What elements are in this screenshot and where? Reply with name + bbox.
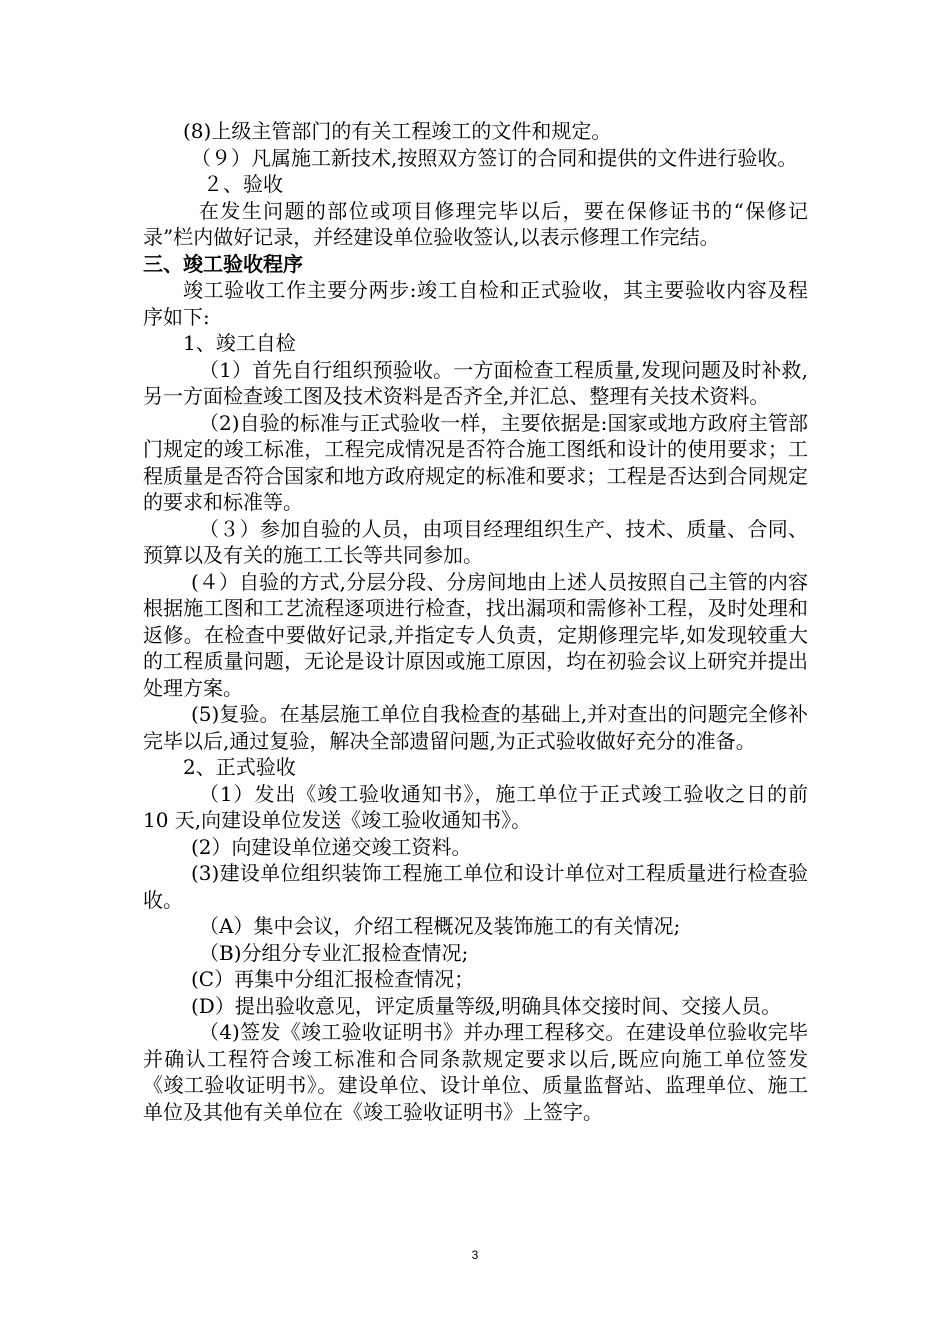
subheading: 2、正式验收 — [183, 755, 296, 779]
paragraph: (5)复验。在基层施工单位自我检查的基础上,并对查出的问题完全修补完毕以后,通过复验，解决全部遗留问题,为正式验收做好充分的准备。 — [143, 702, 808, 753]
subheading: 1、竣工自检 — [183, 331, 296, 355]
paragraph: 竣工验收工作主要分两步:竣工自检和正式验收，其主要验收内容及程序如下: — [143, 278, 808, 329]
section-heading: 三、竣工验收程序 — [143, 251, 303, 276]
paragraph: (C）再集中分组汇报检查情况； — [191, 967, 475, 991]
body-text — [143, 118, 808, 1125]
paragraph: 在发生问题的部位或项目修理完毕以后，要在保修证书的“保修记录”栏内做好记录，并经建设单位验收签认,以表示修理工作完结。 — [143, 198, 808, 249]
paragraph: （1）首先自行组织预验收。一方面检查工程质量,发现问题及时补救,另一方面检查竣工图及技术资料是否齐全,并汇总、整理有关技术资料。 — [143, 357, 808, 408]
paragraph: (3)建设单位组织装饰工程施工单位和设计单位对工程质量进行检查验收。 — [143, 861, 808, 912]
paragraph: （B)分组分专业汇报检查情况; — [199, 940, 469, 965]
paragraph: (2）向建设单位递交竣工资料。 — [191, 834, 472, 859]
paragraph: （A）集中会议，介绍工程概况及装饰施工的有关情况; — [199, 914, 681, 938]
paragraph: (8)上级主管部门的有关工程竣工的文件和规定。 — [183, 119, 612, 143]
paragraph: （９）凡属施工新技术,按照双方签订的合同和提供的文件进行验收。 — [191, 145, 798, 170]
paragraph: （1）发出《竣工验收通知书》，施工单位于正式竣工验收之日的前 10 天,向建设单位发送《竣工验收通知书》。 — [143, 781, 808, 832]
paragraph: （4)签发《竣工验收证明书》并办理工程移交。在建设单位验收完毕并确认工程符合竣工标准和合同条款规定要求以后,既应向施工单位签发《竣工验收证明书》。建设单位、设计单位、质量监督站、监理单位、施工单位及其他有关单位在《竣工验收证明书》上签字。 — [143, 1020, 808, 1124]
paragraph: （３）参加自验的人员，由项目经理组织生产、技术、质量、合同、预算以及有关的施工工长等共同参加。 — [143, 516, 808, 567]
paragraph: （2)自验的标准与正式验收一样，主要依据是:国家或地方政府主管部门规定的竣工标准，工程完成情况是否符合施工图纸和设计的使用要求；工程质量是否符合国家和地方政府规定的标准和要求；工程是否达到合同规定的要求和标准等。 — [143, 410, 808, 514]
paragraph: (D）提出验收意见，评定质量等级,明确具体交接时间、交接人员。 — [191, 993, 782, 1018]
subheading: ２、验收 — [203, 172, 283, 196]
paragraph: (４）自验的方式,分层分段、分房间地由上述人员按照自己主管的内容根据施工图和工艺流程逐项进行检查，找出漏项和需修补工程，及时处理和返修。在检查中要做好记录,并指定专人负责，定期修理完毕,如发现较重大的工程质量问题，无论是设计原因或施工原因，均在初验会议上研究并提出处理方案。 — [143, 569, 808, 700]
page-number: 3 — [471, 1248, 479, 1262]
